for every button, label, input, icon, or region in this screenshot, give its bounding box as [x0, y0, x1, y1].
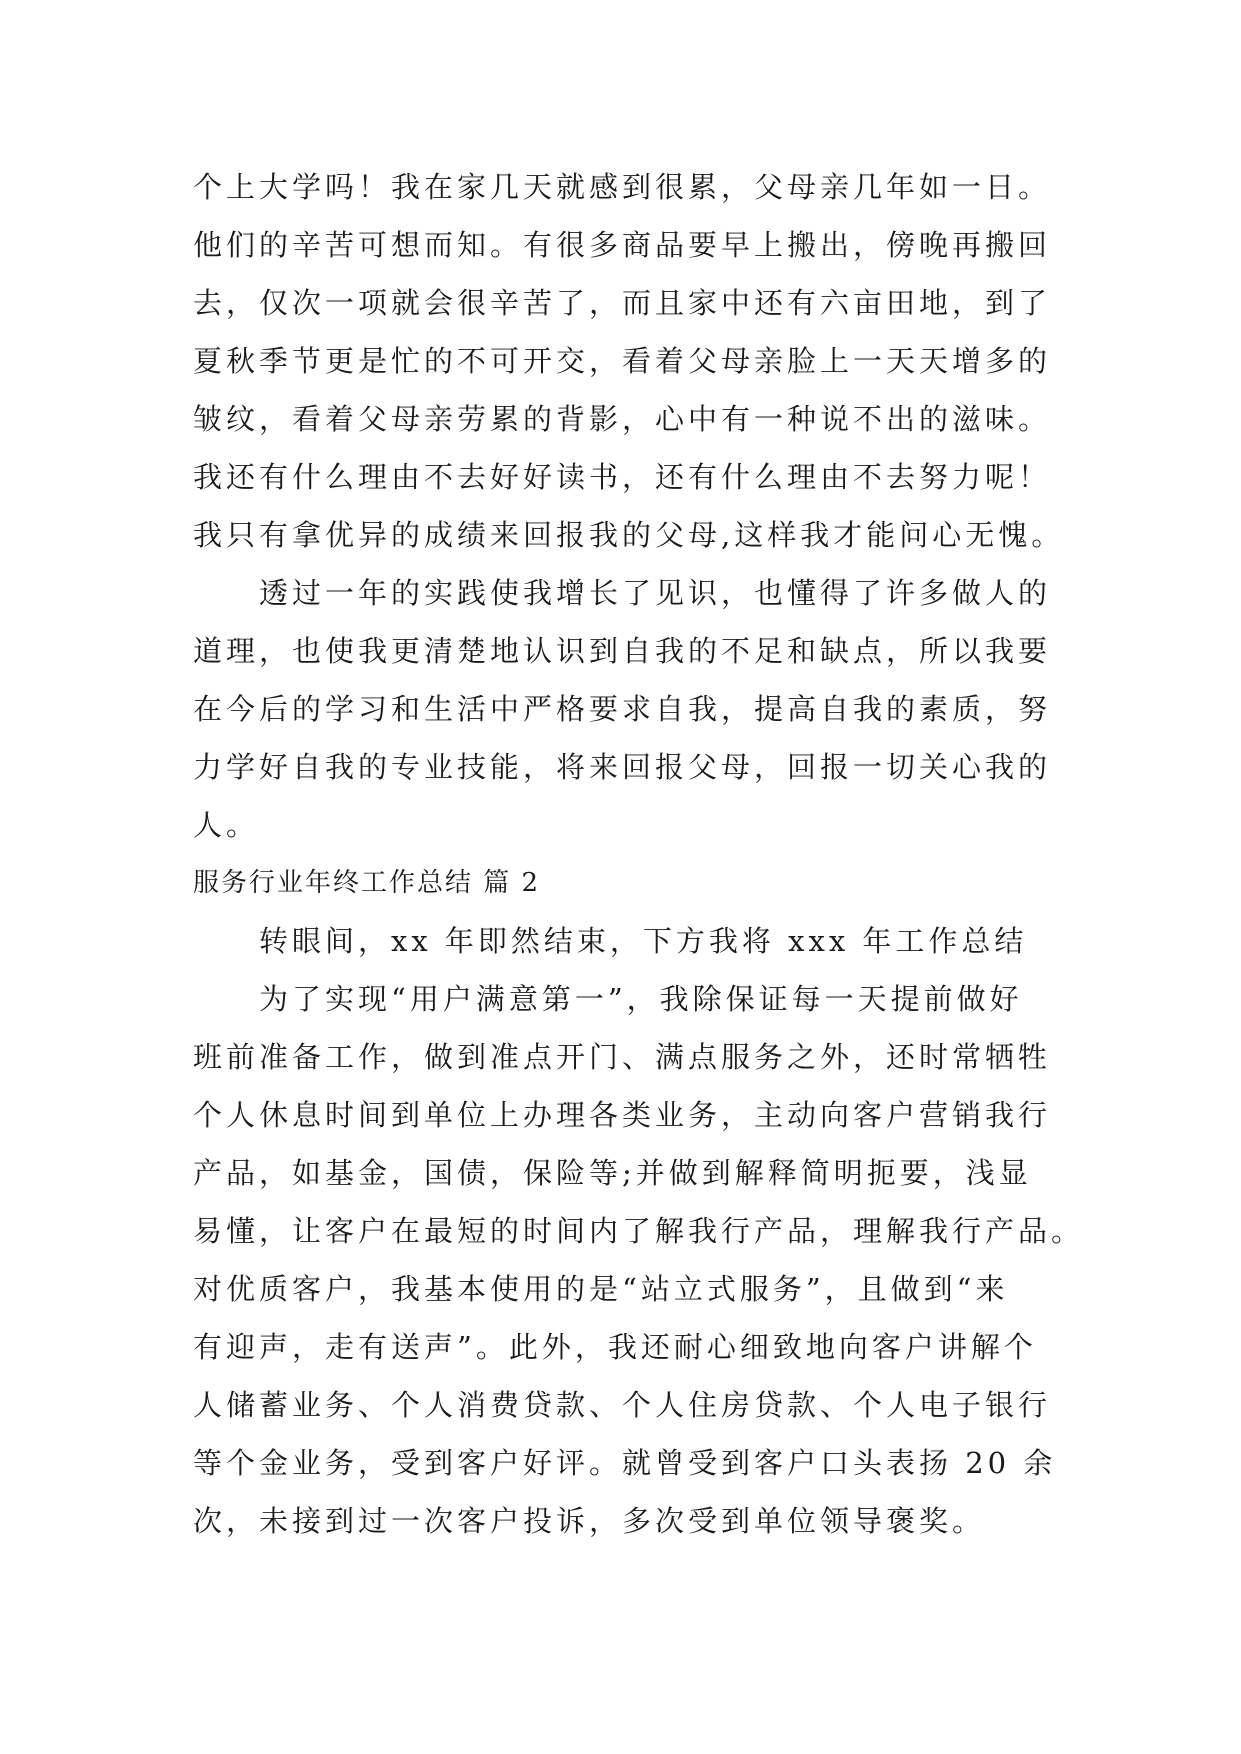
text-line: 人储蓄业务、个人消费贷款、个人住房贷款、个人电子银行	[193, 1388, 1052, 1422]
text-line: 在今后的学习和生活中严格要求自我，提高自我的素质，努	[193, 692, 1052, 726]
text-line: 对优质客户，我基本使用的是“站立式服务”，且做到“来	[193, 1272, 1009, 1306]
paragraph-service	[193, 970, 1085, 1550]
text-line: 个人休息时间到单位上办理各类业务，主动向客户营销我行	[193, 1098, 1052, 1132]
text-line: 转眼间，xx 年即然结束，下方我将 xxx 年工作总结	[259, 924, 1028, 958]
text-line: 个上大学吗！我在家几天就感到很累，父母亲几年如一日。	[193, 170, 1052, 204]
text-line: 去，仅次一项就会很辛苦了，而且家中还有六亩田地，到了	[193, 286, 1052, 320]
text-line: 等个金业务，受到客户好评。就曾受到客户口头表扬 20 余	[193, 1446, 1057, 1480]
text-line: 力学好自我的专业技能，将来回报父母，回报一切关心我的	[193, 750, 1052, 784]
text-line: 班前准备工作，做到准点开门、满点服务之外，还时常牺牲	[193, 1040, 1052, 1074]
text-line: 人。	[193, 808, 260, 842]
text-line: 道理，也使我更清楚地认识到自我的不足和缺点，所以我要	[193, 634, 1052, 668]
text-line: 我还有什么理由不去好好读书，还有什么理由不去努力呢！	[193, 460, 1052, 494]
document-body	[193, 158, 1085, 1550]
paragraph-continued	[193, 158, 1073, 564]
text-line: 我只有拿优异的成绩来回报我的父母,这样我才能问心无愧。	[193, 518, 1065, 552]
text-line: 有迎声，走有送声”。此外，我还耐心细致地向客户讲解个	[193, 1330, 1037, 1364]
text-line: 次，未接到过一次客户投诉，多次受到单位领导褒奖。	[193, 1504, 986, 1538]
text-line: 他们的辛苦可想而知。有很多商品要早上搬出，傍晚再搬回	[193, 228, 1052, 262]
paragraph-intro	[193, 912, 1073, 970]
section-heading: 服务行业年终工作总结 篇 2	[193, 868, 541, 898]
text-line: 夏秋季节更是忙的不可开交，看着父母亲脸上一天天增多的	[193, 344, 1052, 378]
text-line: 皱纹，看着父母亲劳累的背影，心中有一种说不出的滋味。	[193, 402, 1052, 436]
text-line: 透过一年的实践使我增长了见识，也懂得了许多做人的	[259, 576, 1052, 610]
paragraph-reflection	[193, 564, 1073, 854]
text-line: 为了实现“用户满意第一”，我除保证每一天提前做好	[259, 982, 1023, 1016]
text-line: 产品，如基金，国债，保险等;并做到解释简明扼要，浅显	[193, 1156, 1032, 1190]
text-line: 易懂，让客户在最短的时间内了解我行产品，理解我行产品。	[193, 1214, 1085, 1248]
